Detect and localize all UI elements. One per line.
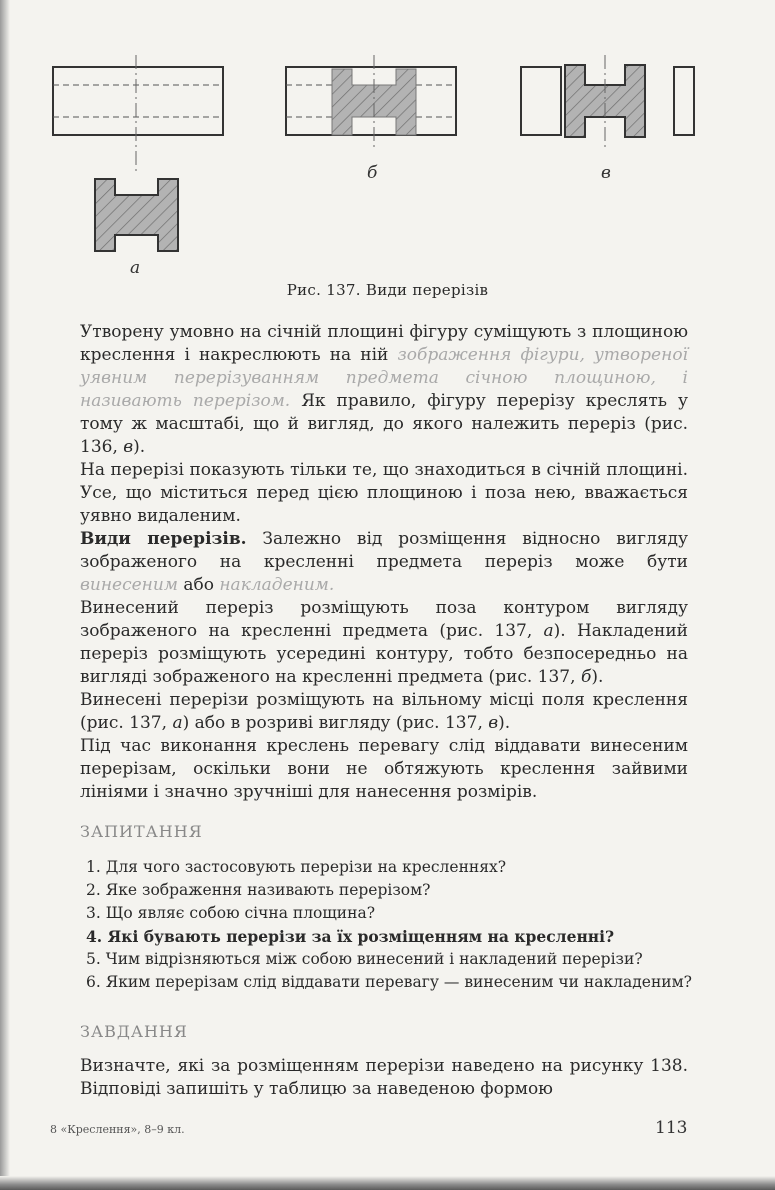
questions-heading: ЗАПИТАННЯ — [80, 822, 203, 841]
task-heading: ЗАВДАННЯ — [80, 1022, 188, 1041]
term-removed: винесеним — [80, 575, 178, 595]
view-b — [286, 55, 456, 150]
p1-text-b: Як правило, фігуру перерізу креслять у тому ж масштабі, що й вигляд, до якого належить переріз (рис. 136, — [80, 391, 688, 457]
removed-section-a — [95, 179, 178, 251]
view-c — [521, 55, 694, 150]
p5-text-a: Винесені перерізи розміщують на вільному місці поля креслення (рис. 137, — [80, 690, 688, 733]
question-item: 2. Яке зображення називають перерізом? — [86, 881, 431, 899]
figure-label-b: б — [367, 163, 378, 183]
figure-label-c: в — [601, 163, 611, 183]
p4-text-b: ). Накладений переріз розміщують усередині контуру, тобто безпосередньо на вигляді зображеного на кресленні предмета (рис. 137, — [80, 621, 688, 687]
p5-ref-1: а — [172, 713, 183, 733]
term-superimposed: накладеним. — [219, 575, 335, 595]
p5-text-c: ). — [498, 713, 511, 733]
question-item: 4. Які бувають перерізи за їх розміщенням на кресленні? — [86, 927, 615, 946]
question-item: 3. Що являє собою січна площина? — [86, 904, 376, 922]
section-types-drawing — [40, 55, 720, 295]
paragraph-4 — [80, 597, 688, 689]
paragraph-5 — [80, 689, 688, 735]
body-text — [80, 321, 688, 804]
p4-ref-2: б — [580, 667, 592, 687]
section-types-heading: Види перерізів. — [80, 529, 247, 549]
p4-ref-1: а — [543, 621, 554, 641]
question-item: 1. Для чого застосовують перерізи на кресленнях? — [86, 858, 507, 876]
p3-text-b: або — [177, 575, 220, 595]
task-text: Визначте, які за розміщенням перерізи наведено на рисунку 138. Відповіді запишіть у таблицю за наведеною формою — [80, 1056, 688, 1099]
p4-text-a: Винесений переріз розміщують поза контуром вигляду зображеного на кресленні предмета (рис. 137, — [80, 598, 688, 641]
question-item: 5. Чим відрізняються між собою винесений і накладений перерізи? — [86, 950, 643, 968]
p4-text-c: ). — [591, 667, 604, 687]
questions-list — [80, 856, 700, 994]
p5-ref-2: в — [488, 713, 499, 733]
p5-text-b: ) або в розриві вигляду (рис. 137, — [182, 713, 489, 733]
p3-text-a: Залежно від розміщення відносно вигляду зображеного на кресленні предмета переріз може бути — [80, 529, 688, 572]
book-spine-shadow — [0, 0, 10, 1190]
p1-ref: в — [123, 437, 134, 457]
paragraph-1 — [80, 321, 688, 459]
figure-label-a: а — [130, 258, 141, 278]
page-number: 113 — [655, 1118, 688, 1138]
footer-signature: 8 «Креслення», 8–9 кл. — [50, 1123, 185, 1136]
paragraph-2: На перерізі показують тільки те, що знаходиться в січній площині. Усе, що міститься перед цією площиною і поза нею, вважається уявно видаленим. — [80, 460, 688, 526]
paragraph-3 — [80, 528, 688, 597]
figure-137 — [40, 55, 720, 295]
p1-text-a: Утворену умовно на січній площині фігуру суміщують з площиною креслення і накреслюють на ній — [80, 322, 688, 365]
section-definition: зображення фігури, утвореної уявним перерізуванням предмета січною площиною, і називають перерізом. — [80, 345, 688, 411]
question-item: 6. Яким перерізам слід віддавати перевагу — винесеним чи накладеним? — [86, 973, 692, 991]
page-edge-shadow — [0, 1176, 775, 1190]
view-a — [53, 55, 223, 175]
figure-caption: Рис. 137. Види перерізів — [286, 281, 489, 299]
paragraph-6: Під час виконання креслень перевагу слід віддавати винесеним перерізам, оскільки вони не обтяжують креслення зайвими лініями і значно зручніші для нанесення розмірів. — [80, 736, 688, 802]
p1-text-c: ). — [133, 437, 146, 457]
